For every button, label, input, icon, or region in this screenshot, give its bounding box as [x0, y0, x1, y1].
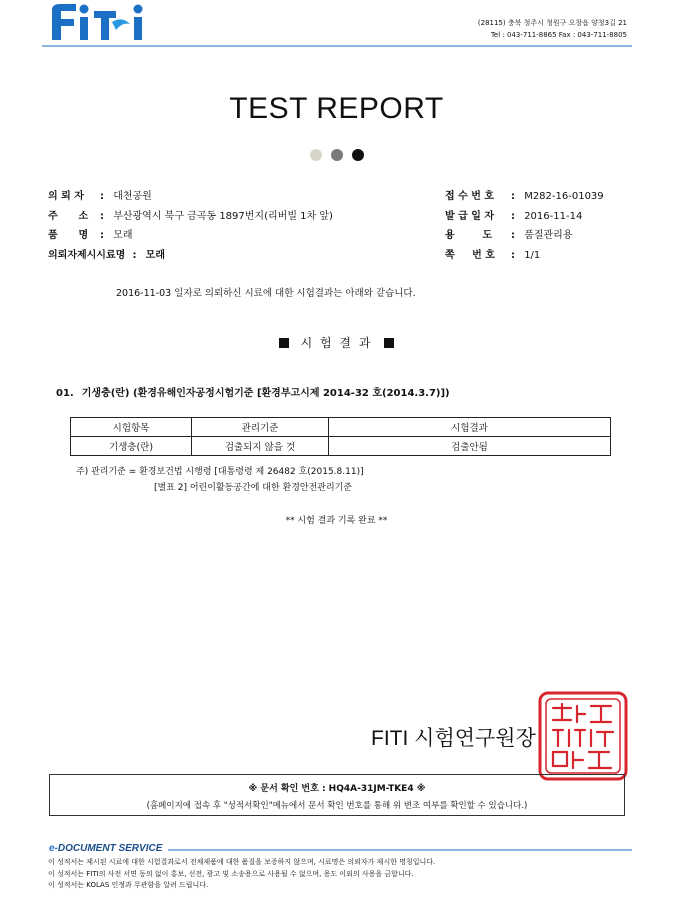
header-contact: Tel : 043-711-8865 Fax : 043-711-8805 — [490, 31, 627, 39]
footer-line: 이 성적서는 FITI의 사전 서면 동의 없이 홍보, 선전, 광고 및 소송용으로 사용될 수 없으며, 용도 이외의 사용을 금합니다. — [48, 869, 414, 878]
info-value: 2016-11-14 — [524, 210, 583, 222]
test-item-title — [56, 384, 450, 399]
test-item-number: 01. — [56, 388, 74, 399]
table-row — [71, 437, 611, 456]
info-label: 주 소 — [48, 210, 89, 222]
dot-2 — [331, 149, 343, 161]
client-info — [48, 187, 418, 265]
info-label: 품 명 — [48, 230, 89, 241]
document-verification-code: ※ 문서 확인 번호 : HQ4A-31JM-TKE4 ※ — [248, 784, 426, 794]
header-divider — [42, 45, 632, 47]
header-address: (28115) 충북 청주시 청원구 오창읍 양청3길 21 — [477, 19, 627, 27]
title-dots — [0, 149, 673, 161]
intro-text: 2016-11-03 일자로 의뢰하신 시료에 대한 시험결과는 아래와 같습니다. — [116, 288, 416, 299]
table-cell: 검출안됨 — [329, 437, 611, 456]
info-label: 의뢰자제시시료명 — [48, 249, 126, 261]
info-value: 모래 — [113, 230, 133, 241]
official-seal-stamp — [537, 690, 629, 782]
table-cell: 검출되지 않을 것 — [192, 437, 329, 456]
info-label: 의 뢰 자 — [48, 191, 84, 202]
results-table — [70, 417, 611, 456]
table-header: 시험항목 — [71, 418, 192, 437]
info-label: 쪽 번 호 — [445, 249, 495, 261]
eds-prefix: e- — [49, 843, 58, 854]
info-row-sample-name: 의뢰자제시시료명 : 모래 — [48, 246, 418, 266]
dot-3 — [352, 149, 364, 161]
fiti-logo — [50, 2, 154, 42]
table-cell: 기생충(란) — [71, 437, 192, 456]
info-row-product: 품 명 : 모래 — [48, 226, 418, 246]
info-row-purpose: 용 도 : 품질관리용 — [445, 226, 645, 246]
record-complete-text: ** 시험 결과 기록 완료 ** — [285, 516, 388, 526]
info-value: 1/1 — [524, 249, 541, 261]
info-value: 대천공원 — [113, 191, 152, 202]
info-row-page-no: 쪽 번 호 : 1/1 — [445, 246, 645, 266]
report-info — [445, 187, 645, 265]
section-heading — [0, 334, 673, 351]
info-label: 용 도 — [445, 230, 493, 241]
info-value: 부산광역시 북구 금곡동 1897번지(리버빌 1차 앞) — [113, 210, 333, 222]
info-value: M282-16-01039 — [524, 191, 604, 202]
section-heading-text: 시 험 결 과 — [300, 336, 373, 350]
info-value: 모래 — [145, 249, 165, 261]
square-bullet-icon — [279, 338, 289, 348]
note-line: 주) 관리기준 = 환경보건법 시행령 [대통령령 제 26482 호(2015.8.11)] — [76, 467, 364, 477]
table-header-row — [71, 418, 611, 437]
document-verification-description: (홈페이지에 접속 후 "성적서확인"메뉴에서 문서 확인 번호를 통해 위 변조 여부를 확인할 수 있습니다.) — [146, 801, 528, 811]
info-row-address: 주 소 : 부산광역시 북구 금곡동 1897번지(리버빌 1차 앞) — [48, 207, 418, 227]
table-header: 관리기준 — [192, 418, 329, 437]
info-value: 품질관리용 — [524, 230, 573, 241]
document-verification-box — [49, 774, 625, 816]
footer-line: 이 성적서는 KOLAS 인정과 무관함을 알려 드립니다. — [48, 881, 209, 889]
footer-divider — [168, 849, 632, 851]
test-item-name: 기생충(란) (환경유해인자공정시험기준 [환경부고시제 2014-32 호(2014.3.7)]) — [81, 388, 450, 399]
notes — [76, 464, 364, 496]
table-header: 시험결과 — [329, 418, 611, 437]
square-bullet-icon — [384, 338, 394, 348]
info-label: 발 급 일 자 — [445, 210, 495, 222]
signature-text: FITI 시험연구원장 — [371, 727, 536, 750]
dot-1 — [310, 149, 322, 161]
info-row-client: 의 뢰 자 : 대천공원 — [48, 187, 418, 207]
header-address-block — [478, 17, 627, 41]
e-document-service-label — [49, 843, 162, 854]
footer-disclaimer — [48, 857, 435, 892]
info-row-receipt-no: 접 수 번 호 : M282-16-01039 — [445, 187, 645, 207]
note-line: [별표 2] 어린이활동공간에 대한 환경안전관리기준 — [154, 483, 353, 493]
report-title: TEST REPORT — [229, 92, 444, 125]
info-label: 접 수 번 호 — [445, 191, 495, 202]
info-row-issue-date: 발 급 일 자 : 2016-11-14 — [445, 207, 645, 227]
footer-line: 이 성적서는 제시된 시료에 대한 시험결과로서 전체제품에 대한 품질을 보증하지 않으며, 시료명은 의뢰자가 제시한 명칭입니다. — [48, 858, 436, 866]
eds-label: DOCUMENT SERVICE — [57, 843, 163, 854]
